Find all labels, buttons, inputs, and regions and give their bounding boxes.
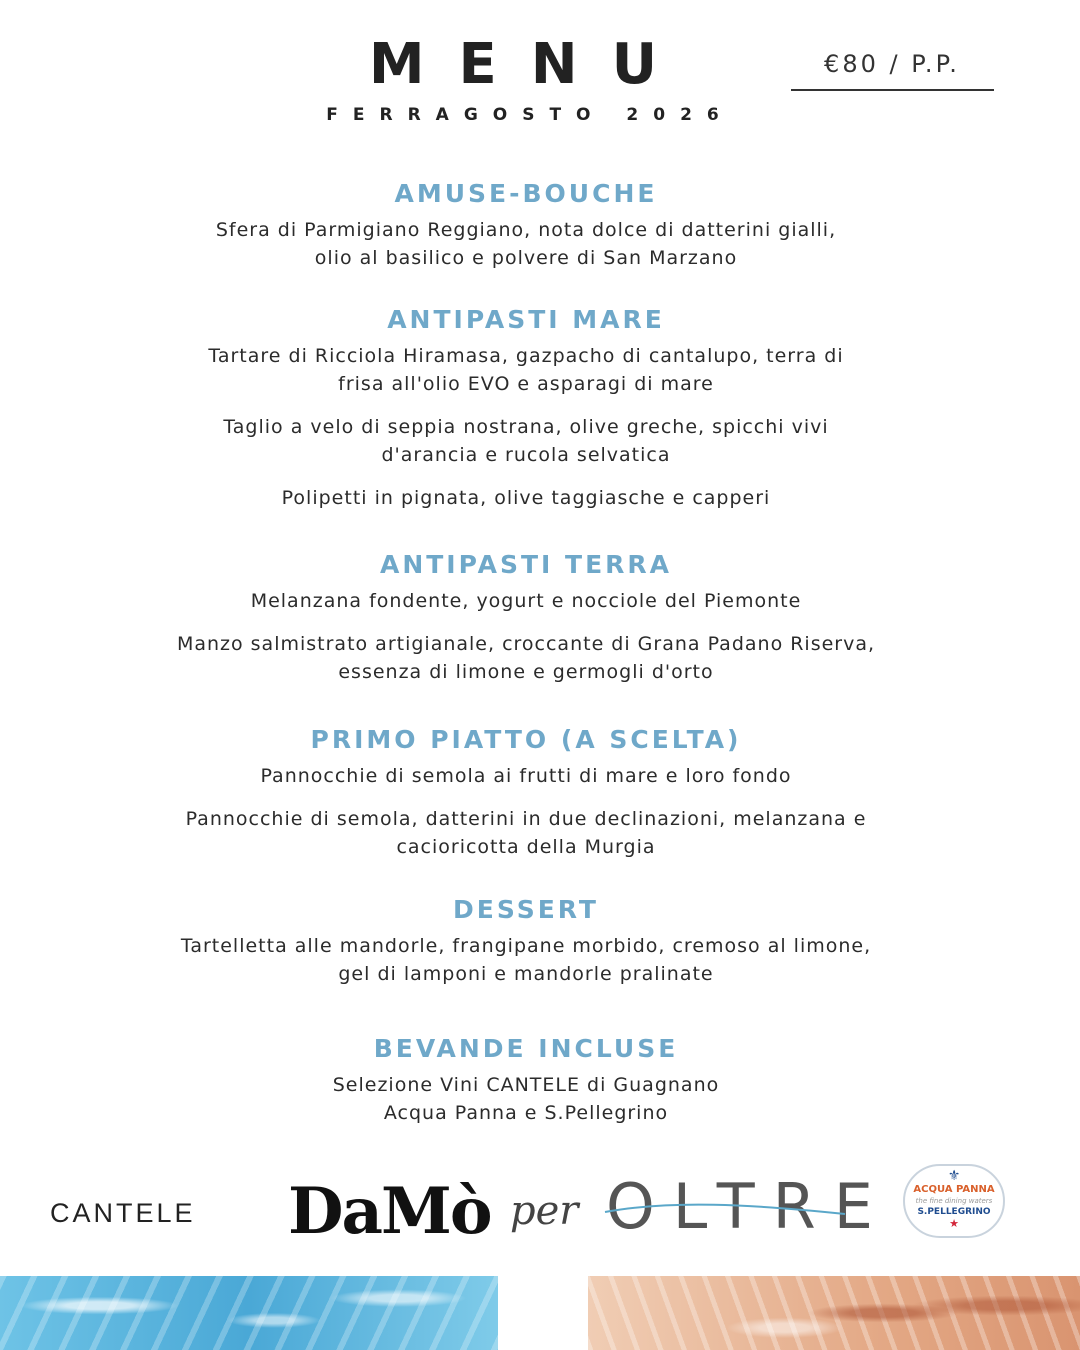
menu-item: Pannocchie di semola, datterini in due declinazioni, melanzana e cacioricotta della Murgia [185, 808, 867, 858]
damo-logo: DaMò [288, 1174, 491, 1249]
acqua-panna-label: ACQUA PANNA [913, 1184, 995, 1195]
section-heading: AMUSE-BOUCHE [394, 179, 658, 208]
water-photo [0, 1276, 498, 1350]
section-amuse-bouche [0, 178, 1052, 287]
menu-item: Sfera di Parmigiano Reggiano, nota dolce di datterini gialli, olio al basilico e polvere di San Marzano [215, 219, 837, 269]
menu-item: Melanzana fondente, yogurt e nocciole del Piemonte [250, 590, 802, 612]
menu-item: Selezione Vini CANTELE di Guagnano Acqua Panna e S.Pellegrino [332, 1074, 720, 1124]
section-heading: PRIMO PIATTO (A SCELTA) [310, 725, 742, 754]
menu-item: Tartare di Ricciola Hiramasa, gazpacho di cantalupo, terra di frisa all'olio EVO e asparagi di mare [208, 345, 844, 395]
menu-item: Taglio a velo di seppia nostrana, olive greche, spicchi vivi d'arancia e rucola selvatica [223, 416, 829, 466]
menu-item: Manzo salmistrato artigianale, croccante di Grana Padano Riserva, essenza di limone e germogli d'orto [176, 633, 876, 683]
oltre-swoosh-icon [600, 1190, 850, 1230]
section-heading: ANTIPASTI TERRA [379, 550, 673, 579]
menu-title: MENU [368, 32, 692, 97]
section-heading: ANTIPASTI MARE [387, 305, 665, 334]
cantele-logo: CANTELE [50, 1198, 196, 1228]
price-underline [791, 89, 994, 91]
menu-subtitle: FERRAGOSTO 2026 [326, 105, 734, 125]
section-dessert [0, 894, 1052, 1003]
s-pellegrino-label: S.PELLEGRINO [917, 1207, 991, 1217]
menu-item: Tartelletta alle mandorle, frangipane morbido, cremoso al limone, gel di lamponi e mandorle pralinate [180, 935, 872, 985]
section-heading: DESSERT [453, 895, 599, 924]
fine-dining-label: the fine dining waters [915, 1197, 993, 1205]
fleur-de-lis-icon: ⚜ [947, 1168, 961, 1184]
section-antipasti-terra [0, 549, 1052, 701]
section-bevande [0, 1033, 1052, 1142]
per-text: per [510, 1188, 579, 1234]
section-antipasti-mare [0, 304, 1052, 527]
section-heading: BEVANDE INCLUSE [373, 1034, 679, 1063]
red-star-icon: ★ [949, 1217, 959, 1230]
oltre-logo: OLTRE [606, 1170, 891, 1243]
menu-item: Polipetti in pignata, olive taggiasche e capperi [281, 487, 771, 509]
sand-photo [588, 1276, 1080, 1350]
sponsor-logos [0, 1160, 1080, 1260]
pellegrino-logo [903, 1164, 1005, 1238]
price-label: €80 / P.P. [824, 50, 960, 78]
menu-item: Pannocchie di semola ai frutti di mare e loro fondo [260, 765, 792, 787]
section-primo-piatto [0, 724, 1052, 876]
